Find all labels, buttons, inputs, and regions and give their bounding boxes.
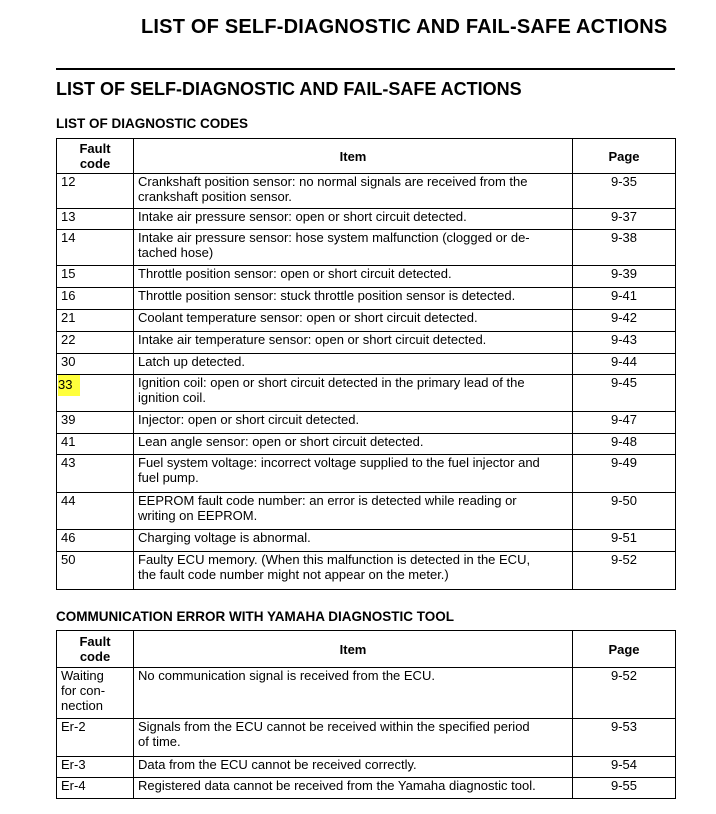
fault-code: 21 <box>57 310 134 332</box>
table-header-row <box>57 139 676 174</box>
item-text: Coolant temperature sensor: open or short circuit detected. <box>134 310 573 332</box>
header-item: Item <box>134 139 573 174</box>
fault-code: 16 <box>57 288 134 310</box>
item-text: Throttle position sensor: open or short circuit detected. <box>134 266 573 288</box>
diagnostic-codes-title: LIST OF DIAGNOSTIC CODES <box>56 116 249 131</box>
page-ref: 9-43 <box>573 332 676 354</box>
fault-code: Er-4 <box>57 778 134 799</box>
header-item: Item <box>134 631 573 668</box>
yellow-highlight: 33 <box>58 375 80 396</box>
item-text: Injector: open or short circuit detected. <box>134 412 573 434</box>
fault-code: 43 <box>57 455 134 493</box>
page-ref: 9-53 <box>573 719 676 757</box>
fault-code: Er-2 <box>57 719 134 757</box>
page-ref: 9-47 <box>573 412 676 434</box>
item-text: Latch up detected. <box>134 354 573 375</box>
fault-code: 12 <box>57 174 134 209</box>
item-text: Faulty ECU memory. (When this malfunction is detected in the ECU, the fault code number might not appear on the meter.) <box>134 552 573 590</box>
header-page: Page <box>573 139 676 174</box>
page-ref: 9-41 <box>573 288 676 310</box>
item-text: Intake air temperature sensor: open or short circuit detected. <box>134 332 573 354</box>
fault-code: 44 <box>57 493 134 530</box>
page-ref: 9-52 <box>573 668 676 719</box>
item-text: Charging voltage is abnormal. <box>134 530 573 552</box>
page-ref: 9-35 <box>573 174 676 209</box>
fault-code: 41 <box>57 434 134 455</box>
header-rule <box>56 68 675 70</box>
communication-error-table <box>56 630 676 799</box>
page-ref: 9-54 <box>573 757 676 778</box>
item-text: Crankshaft position sensor: no normal signals are received from the crankshaft position sensor. <box>134 174 573 209</box>
fault-code: 13 <box>57 209 134 230</box>
page-ref: 9-51 <box>573 530 676 552</box>
page-ref: 9-42 <box>573 310 676 332</box>
fault-code: 50 <box>57 552 134 590</box>
header-fault-code: Fault code <box>57 631 134 668</box>
item-text: Lean angle sensor: open or short circuit detected. <box>134 434 573 455</box>
header-fault-code: Fault code <box>57 139 134 174</box>
page-ref: 9-38 <box>573 230 676 266</box>
fault-code: 30 <box>57 354 134 375</box>
section-title: LIST OF SELF-DIAGNOSTIC AND FAIL-SAFE ACTIONS <box>56 79 522 99</box>
item-text: Throttle position sensor: stuck throttle position sensor is detected. <box>134 288 573 310</box>
fault-code: Er-3 <box>57 757 134 778</box>
item-text: Ignition coil: open or short circuit detected in the primary lead of the ignition coil. <box>134 375 573 412</box>
fault-code: 46 <box>57 530 134 552</box>
page-ref: 9-45 <box>573 375 676 412</box>
page-ref: 9-49 <box>573 455 676 493</box>
page-ref: 9-55 <box>573 778 676 799</box>
item-text: Intake air pressure sensor: open or short circuit detected. <box>134 209 573 230</box>
page-ref: 9-52 <box>573 552 676 590</box>
table-header-row <box>57 631 676 668</box>
item-text: Intake air pressure sensor: hose system malfunction (clogged or de- tached hose) <box>134 230 573 266</box>
fault-code: 15 <box>57 266 134 288</box>
fault-code-highlighted <box>57 375 134 412</box>
item-text: EEPROM fault code number: an error is detected while reading or writing on EEPROM. <box>134 493 573 530</box>
fault-code: 14 <box>57 230 134 266</box>
page-header: LIST OF SELF-DIAGNOSTIC AND FAIL-SAFE ACTIONS <box>141 16 668 38</box>
item-text: Registered data cannot be received from the Yamaha diagnostic tool. <box>134 778 573 799</box>
page-ref: 9-39 <box>573 266 676 288</box>
page-ref: 9-48 <box>573 434 676 455</box>
fault-code: 22 <box>57 332 134 354</box>
item-text: Signals from the ECU cannot be received within the specified period of time. <box>134 719 573 757</box>
fault-code: 39 <box>57 412 134 434</box>
item-text: Fuel system voltage: incorrect voltage supplied to the fuel injector and fuel pump. <box>134 455 573 493</box>
page-ref: 9-37 <box>573 209 676 230</box>
communication-error-title: COMMUNICATION ERROR WITH YAMAHA DIAGNOSTIC TOOL <box>56 609 454 624</box>
fault-code: Waiting for con- nection <box>57 668 134 719</box>
item-text: No communication signal is received from the ECU. <box>134 668 573 719</box>
header-page: Page <box>573 631 676 668</box>
page-ref: 9-44 <box>573 354 676 375</box>
page-ref: 9-50 <box>573 493 676 530</box>
diagnostic-codes-table <box>56 138 676 590</box>
item-text: Data from the ECU cannot be received correctly. <box>134 757 573 778</box>
